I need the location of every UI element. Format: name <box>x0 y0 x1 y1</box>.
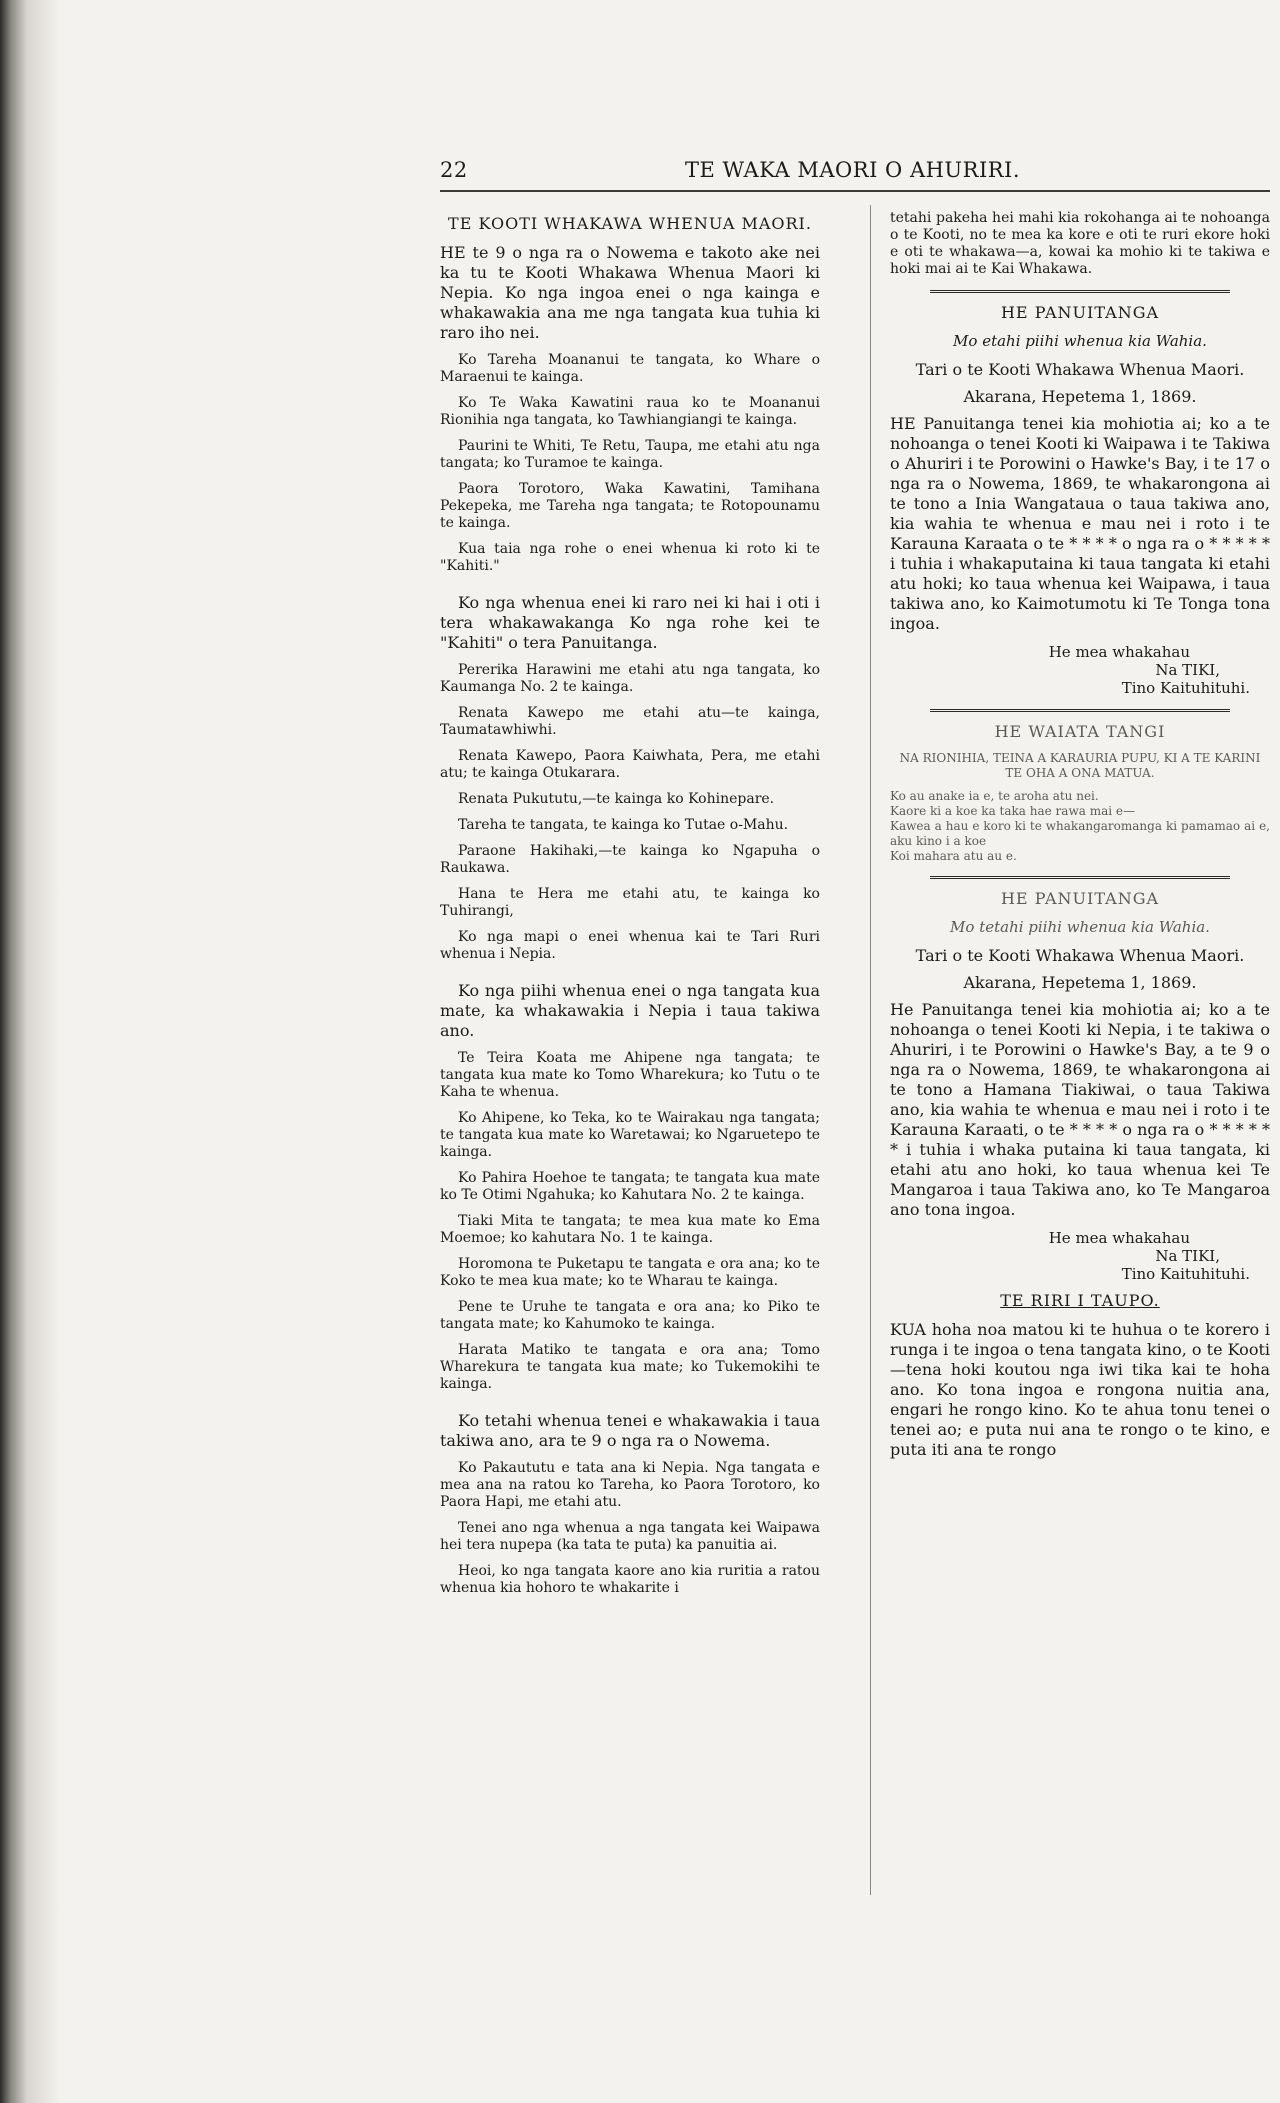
notice-signer-title: Tino Kaituhituhi. <box>1121 1265 1250 1283</box>
notice-sign-line: He mea whakahau <box>1048 1229 1190 1247</box>
paragraph: Ko nga whenua enei ki raro nei ki hai i oti i tera whakawakanga Ko nga rohe kei te "Kahiti" o tera Panuitanga. <box>440 593 820 652</box>
section-rule <box>930 290 1230 293</box>
paragraph: Renata Kawepo, Paora Kaiwhata, Pera, me etahi atu; te kainga Otukarara. <box>440 748 820 781</box>
paragraph: Pene te Uruhe te tangata e ora ana; ko Piko te tangata mate; ko Kahumoko te kainga. <box>440 1299 820 1332</box>
paragraph: Tareha te tangata, te kainga ko Tutae o-Mahu. <box>458 817 789 833</box>
paragraph: HE te 9 o nga ra o Nowema e takoto ake nei ka tu te Kooti Whakawa Whenua Maori ki Nepia. Ko nga ingoa enei o nga kainga e whakawakia ana me nga tangata kua tuhia ki raro iho nei. <box>440 243 820 342</box>
article-body: KUA hoha noa matou ki te huhua o te korero i runga i te ingoa o tena tangata kino, o te Kooti—tena hoki koutou nga iwi tika kai te hoha ano. Ko tona ingoa e rongona nuitia ana, engari he rongo kino. Ko te ahua tonu tenei o tenei ao; e puta nui ana te rongo o te kino, e puta iti ana te rongo <box>890 1320 1270 1459</box>
left-column <box>440 210 820 1606</box>
paragraph: Ko Tareha Moananui te tangata, ko Whare o Maraenui te kainga. <box>440 352 820 385</box>
court-heading: TE KOOTI WHAKAWA WHENUA MAORI. <box>448 214 812 233</box>
notice-signer-title: Tino Kaituhituhi. <box>1121 679 1250 697</box>
song-subheading: NA RIONIHIA, TEINA A KARAURIA PUPU, KI A TE KARINI TE OHA A ONA MATUA. <box>899 751 1261 780</box>
notice-subheading: Mo tetahi piihi whenua kia Wahia. <box>950 918 1210 936</box>
song-heading: HE WAIATA TANGI <box>994 722 1166 741</box>
paragraph: Tenei ano nga whenua a nga tangata kei Waipawa hei tera nupepa (ka tata te puta) ka panuitia ai. <box>440 1520 820 1553</box>
paragraph: Paurini te Whiti, Te Retu, Taupa, me etahi atu nga tangata; ko Turamoe te kainga. <box>440 438 820 471</box>
song-line: Ko au anake ia e, te aroha atu nei. <box>890 789 1099 803</box>
paragraph: Harata Matiko te tangata e ora ana; Tomo Wharekura te tangata kua mate; ko Tukemokihi te kainga. <box>440 1342 820 1392</box>
notice-sign-line: He mea whakahau <box>1048 643 1190 661</box>
paragraph: Ko nga mapi o enei whenua kai te Tari Ruri whenua i Nepia. <box>440 929 820 962</box>
section-rule <box>930 876 1230 879</box>
paragraph: Ko Te Waka Kawatini raua ko te Moananui Rionihia nga tangata, ko Tawhiangiangi te kainga. <box>440 395 820 428</box>
notice-signer: Na TIKI, <box>1155 1247 1220 1265</box>
binding-gutter <box>0 0 60 2103</box>
notice-office: Tari o te Kooti Whakawa Whenua Maori. <box>915 360 1245 379</box>
song-line: Kaore ki a koe ka taka hae rawa mai e— <box>890 804 1135 818</box>
paragraph: Renata Kawepo me etahi atu—te kainga, Taumatawhiwhi. <box>440 705 820 738</box>
paragraph: Renata Pukututu,—te kainga ko Kohinepare. <box>458 791 775 807</box>
notice-heading: HE PANUITANGA <box>1000 889 1160 908</box>
paragraph: Paraone Hakihaki,—te kainga ko Ngapuha o Raukawa. <box>440 843 820 876</box>
notice-subheading: Mo etahi piihi whenua kia Wahia. <box>953 332 1207 350</box>
notice-office: Tari o te Kooti Whakawa Whenua Maori. <box>915 946 1245 965</box>
song-line: Kawea a hau e koro ki te whakangaromanga ki pamamao ai e, aku kino i a koe <box>890 819 1270 848</box>
paragraph: Ko Ahipene, ko Teka, ko te Wairakau nga tangata; te tangata kua mate ko Waretawai; ko Ngaruetepo te kainga. <box>440 1110 820 1160</box>
continued-paragraph: tetahi pakeha hei mahi kia rokohanga ai te nohoanga o te Kooti, no te mea ka kore e oti te ruri ekore hoki e oti te whakawa—a, kowai ka mohio ki te takiwa e hoki mai ai te Kai Whakawa. <box>890 210 1270 277</box>
newspaper-title: TE WAKA MAORI O AHURIRI. <box>685 158 1021 182</box>
notice-date: Akarana, Hepetema 1, 1869. <box>963 387 1197 406</box>
song-line: Koi mahara atu au e. <box>890 849 1017 863</box>
notice-heading: HE PANUITANGA <box>1000 303 1160 322</box>
header-rule <box>440 190 1270 192</box>
paragraph: Horomona te Puketapu te tangata e ora ana; ko te Koko te mea kua mate; ko te Wharau te kainga. <box>440 1256 820 1289</box>
notice-body: He Panuitanga tenei kia mohiotia ai; ko a te nohoanga o tenei Kooti ki Nepia, i te takiwa o Ahuriri, i te Porowini o Hawke's Bay, a te 9 o nga ra o Nowema, 1869, te whakarongona ai te tono a Hamana Tiakiwai, o taua Takiwa ano, kia wahia te whenua e mau nei i roto i te Karauna Karaati, o te * * * * o nga ra o * * * * * * i tuhia i whaka putaina ki taua tangata, ki etahi atu ano hoki, ko taua whenua kei Te Mangaroa i taua Takiwa ano, ko Te Mangaroa ano tona ingoa. <box>890 1000 1270 1219</box>
paragraph: Ko nga piihi whenua enei o nga tangata kua mate, ka whakawakia i Nepia i taua takiwa ano. <box>440 981 820 1040</box>
paragraph: Heoi, ko nga tangata kaore ano kia ruritia a ratou whenua kia hohoro te whakarite i <box>440 1563 820 1596</box>
paragraph: Kua taia nga rohe o enei whenua ki roto ki te "Kahiti." <box>440 541 820 574</box>
paragraph: Pererika Harawini me etahi atu nga tangata, ko Kaumanga No. 2 te kainga. <box>440 662 820 695</box>
page-number: 22 <box>440 158 468 182</box>
column-divider <box>870 205 871 1895</box>
notice-date: Akarana, Hepetema 1, 1869. <box>963 973 1197 992</box>
notice-signer: Na TIKI, <box>1155 661 1220 679</box>
paragraph: Tiaki Mita te tangata; te mea kua mate ko Ema Moemoe; ko kahutara No. 1 te kainga. <box>440 1213 820 1246</box>
paragraph: Te Teira Koata me Ahipene nga tangata; te tangata kua mate ko Tomo Wharekura; ko Tutu o te Kaha te whenua. <box>440 1050 820 1100</box>
paragraph: Ko tetahi whenua tenei e whakawakia i taua takiwa ano, ara te 9 o nga ra o Nowema. <box>440 1411 820 1450</box>
paragraph: Ko Pakaututu e tata ana ki Nepia. Nga tangata e mea ana na ratou ko Tareha, ko Paora Torotoro, ko Paora Hapi, me etahi atu. <box>440 1460 820 1510</box>
article-heading: TE RIRI I TAUPO. <box>1000 1291 1160 1310</box>
right-column <box>890 210 1270 1469</box>
paragraph: Paora Torotoro, Waka Kawatini, Tamihana Pekepeka, me Tareha nga tangata; te Rotopounamu te kainga. <box>440 481 820 531</box>
paragraph: Ko Pahira Hoehoe te tangata; te tangata kua mate ko Te Otimi Ngahuka; ko Kahutara No. 2 te kainga. <box>440 1170 820 1203</box>
paragraph: Hana te Hera me etahi atu, te kainga ko Tuhirangi, <box>440 886 820 919</box>
section-rule <box>930 709 1230 712</box>
notice-body: HE Panuitanga tenei kia mohiotia ai; ko a te nohoanga o tenei Kooti ki Waipawa i te Takiwa o Ahuriri i te Porowini o Hawke's Bay, i te 17 o nga ra o Nowema, 1869, te whakarongona ai te tono a Inia Wangataua o taua takiwa ano, kia wahia te whenua e mau nei i roto i te Karauna Karaata o te * * * * o nga ra o * * * * * i tuhia i whakaputaina ki taua tangata ki etahi atu hoki; ko taua whenua kei Waipawa, i taua takiwa ano, ko Kaimotumotu ki Te Tonga tona ingoa. <box>890 414 1270 633</box>
